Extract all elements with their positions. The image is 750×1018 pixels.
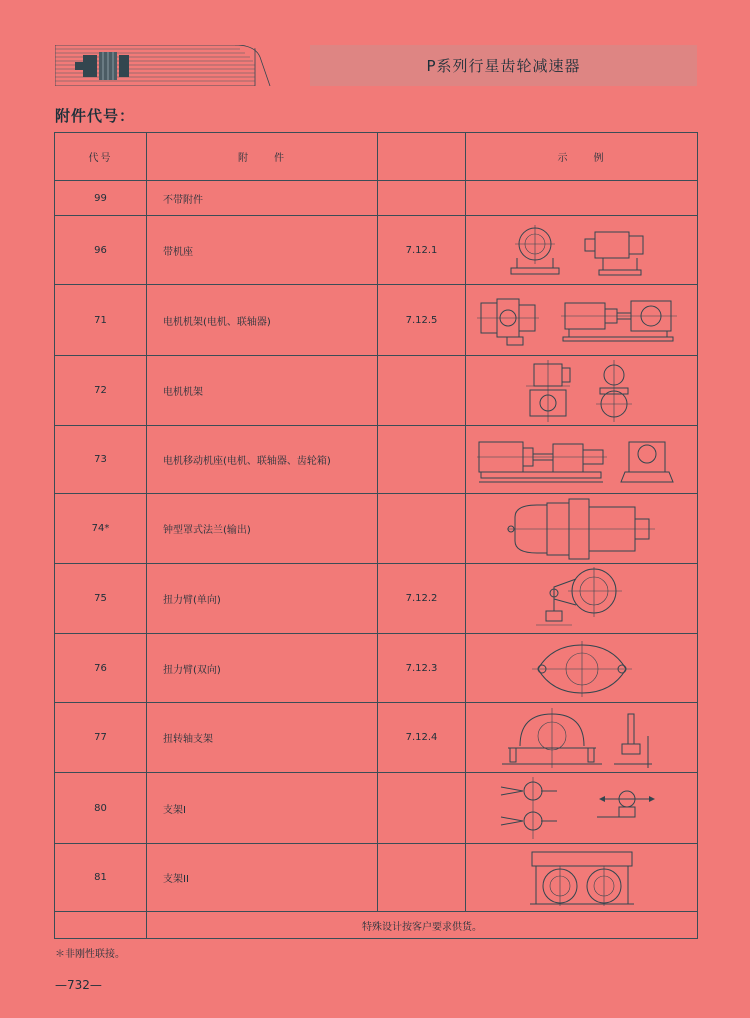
header-ref <box>378 133 466 181</box>
table-row <box>55 216 698 285</box>
row-name: 不带附件 <box>147 181 378 216</box>
table-footer-row <box>55 912 698 939</box>
row-code: 81 <box>55 844 147 912</box>
row-code: 76 <box>55 634 147 703</box>
header-code: 代号 <box>55 133 147 181</box>
footnote: ＊非刚性联接。 <box>55 949 125 960</box>
gear-unit-logo-icon <box>75 52 129 80</box>
row-example <box>466 356 698 426</box>
footer-note: 特殊设计按客户要求供货。 <box>147 912 698 939</box>
row-ref: 7.12.3 <box>378 634 466 703</box>
row-ref: 7.12.5 <box>378 285 466 356</box>
footer-empty-cell <box>55 912 147 939</box>
row-name: 扭转轴支架 <box>147 703 378 773</box>
row-ref <box>378 181 466 216</box>
row-example <box>466 773 698 844</box>
row-example <box>466 426 698 494</box>
row-ref <box>378 773 466 844</box>
row-ref <box>378 494 466 564</box>
table-row <box>55 181 698 216</box>
row-example <box>466 285 698 356</box>
section-title: 附件代号： <box>55 107 136 125</box>
table-row <box>55 494 698 564</box>
table-row <box>55 426 698 494</box>
row-code: 75 <box>55 564 147 634</box>
row-example <box>466 494 698 564</box>
foot-mount-drawing-icon <box>507 222 657 278</box>
page-title: P系列行星齿轮减速器 <box>426 57 581 75</box>
row-name: 扭力臂(双向) <box>147 634 378 703</box>
accessory-table <box>54 132 698 939</box>
table-row <box>55 773 698 844</box>
row-example <box>466 844 698 912</box>
row-example <box>466 564 698 634</box>
row-code: 96 <box>55 216 147 285</box>
row-name: 电机机架(电机、联轴器) <box>147 285 378 356</box>
row-ref: 7.12.1 <box>378 216 466 285</box>
row-name: 电机移动机座(电机、联轴器、齿轮箱) <box>147 426 378 494</box>
row-example <box>466 703 698 773</box>
row-example <box>466 181 698 216</box>
row-code: 99 <box>55 181 147 216</box>
torque-arm-single-drawing-icon <box>532 567 632 631</box>
row-code: 74* <box>55 494 147 564</box>
bracket-ii-drawing-icon <box>522 848 642 908</box>
motor-frame-coupling-drawing-icon <box>477 291 687 349</box>
row-example <box>466 216 698 285</box>
row-name: 钟型罩式法兰(输出) <box>147 494 378 564</box>
motor-skid-drawing-icon <box>477 432 687 488</box>
row-ref: 7.12.2 <box>378 564 466 634</box>
table-row <box>55 285 698 356</box>
row-code: 73 <box>55 426 147 494</box>
row-ref <box>378 356 466 426</box>
header-example: 示 例 <box>466 133 698 181</box>
page-header <box>55 45 697 86</box>
table-header-row <box>55 133 698 181</box>
torque-arm-double-drawing-icon <box>532 639 632 697</box>
table-row <box>55 634 698 703</box>
motor-frame-drawing-icon <box>522 360 642 422</box>
row-code: 71 <box>55 285 147 356</box>
table-row <box>55 356 698 426</box>
row-name: 带机座 <box>147 216 378 285</box>
row-ref <box>378 426 466 494</box>
row-code: 72 <box>55 356 147 426</box>
table-row <box>55 844 698 912</box>
row-code: 77 <box>55 703 147 773</box>
table-row <box>55 564 698 634</box>
header-accessory: 附 件 <box>147 133 378 181</box>
row-name: 支架I <box>147 773 378 844</box>
row-name: 电机机架 <box>147 356 378 426</box>
row-ref <box>378 844 466 912</box>
torsion-shaft-bracket-drawing-icon <box>502 706 662 770</box>
row-example <box>466 634 698 703</box>
bell-housing-flange-drawing-icon <box>507 497 657 561</box>
row-ref: 7.12.4 <box>378 703 466 773</box>
row-name: 扭力臂(单向) <box>147 564 378 634</box>
table-row <box>55 703 698 773</box>
page-number: —732— <box>55 978 102 992</box>
row-name: 支架II <box>147 844 378 912</box>
row-code: 80 <box>55 773 147 844</box>
bracket-i-drawing-icon <box>497 777 667 839</box>
